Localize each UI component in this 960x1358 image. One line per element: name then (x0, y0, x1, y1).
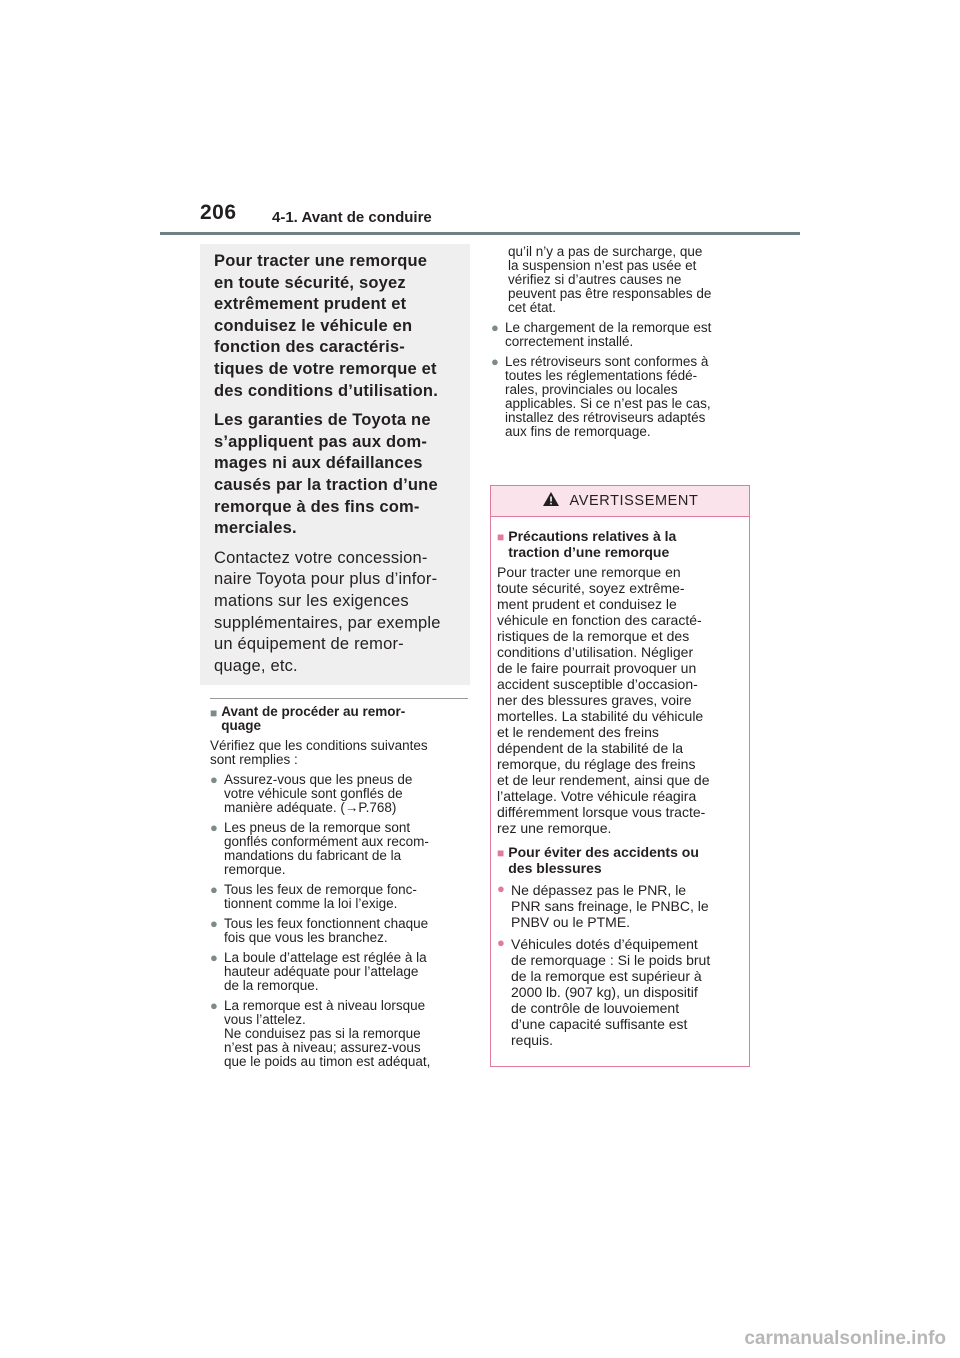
text-line: la suspension n’est pas usée et (508, 258, 697, 273)
text-line: merciales. (214, 519, 297, 538)
text-line: tionnent comme la loi l’exige. (224, 896, 398, 911)
text-line: Les pneus de la remorque sont (224, 820, 411, 835)
warning-header (491, 486, 749, 517)
text-line: des conditions d’utilisation. (214, 381, 438, 400)
text-line: conditions d’utilisation. Négliger (497, 644, 694, 660)
text-line: Précautions relatives à la (508, 528, 677, 544)
text-line: peuvent pas être responsables de (508, 286, 712, 301)
text-line: manière adéquate. (→P.768) (224, 800, 397, 815)
text-line: cet état. (508, 300, 557, 315)
text-line: PNR sans freinage, le PNBC, le (511, 898, 709, 914)
text-line: ner des blessures graves, voire (497, 692, 692, 708)
list-item-continuation (491, 245, 753, 315)
text-line: de la remorque est supérieur à (511, 968, 702, 984)
text-line: extrêmement prudent et (214, 295, 407, 314)
text-line: l’attelage. Votre véhicule réagira (497, 788, 697, 804)
list-item (210, 773, 472, 815)
text-line: s’appliquent pas aux dom- (214, 432, 428, 451)
list-item (497, 936, 743, 1048)
circle-bullet-icon: ● (210, 916, 218, 931)
circle-bullet-icon: ● (497, 935, 505, 950)
list-item (491, 355, 753, 439)
text-line: Pour éviter des accidents ou (508, 844, 699, 860)
text-line: toutes les réglementations fédé- (505, 368, 698, 383)
section-title: 4-1. Avant de conduire (272, 209, 432, 226)
header-rule (160, 232, 800, 235)
text-line: des blessures (508, 860, 602, 876)
text-line: véhicule en fonction des caracté- (497, 612, 702, 628)
text-line: aux fins de remorquage. (505, 424, 651, 439)
text-line: d’une capacité suffisante est (511, 1016, 688, 1032)
text-line: Les rétroviseurs sont conformes à (505, 354, 709, 369)
text-line: dépendent de la stabilité de la (497, 740, 684, 756)
circle-bullet-icon: ● (210, 950, 218, 965)
text-line: mations sur les exigences (214, 591, 409, 610)
circle-bullet-icon: ● (210, 820, 218, 835)
circle-bullet-icon: ● (210, 998, 218, 1013)
text-line: quage, etc. (214, 656, 298, 675)
text-line: 2000 lb. (907 kg), un dispositif (511, 984, 698, 1000)
text-line: causés par la traction d’une (214, 475, 438, 494)
text-line: vérifiez si d’autres causes ne (508, 272, 682, 287)
text-line: votre véhicule sont gonflés de (224, 786, 403, 801)
text-line: hauteur adéquate pour l’attelage (224, 964, 419, 979)
text-line: conduisez le véhicule en (214, 316, 413, 335)
text-line: rez une remorque. (497, 820, 612, 836)
text-line: Pour tracter une remorque en (497, 564, 681, 580)
text-line: gonflés conformément aux recom- (224, 834, 429, 849)
text-line: que le poids au timon est adéquat, (224, 1054, 431, 1069)
text-line: naire Toyota pour plus d’infor- (214, 570, 438, 589)
text-line: ristiques de la remorque et des (497, 628, 690, 644)
text-line: installez des rétroviseurs adaptés (505, 410, 706, 425)
text-line: sont remplies : (210, 752, 298, 767)
text-line: Contactez votre concession- (214, 548, 428, 567)
text-line: remorque. (224, 862, 286, 877)
text-line: mortelles. La stabilité du véhicule (497, 708, 704, 724)
circle-bullet-icon: ● (491, 320, 499, 335)
text-line: Ne dépassez pas le PNR, le (511, 882, 687, 898)
page-number: 206 (200, 201, 237, 224)
text-line: de le faire pourrait provoquer un (497, 660, 697, 676)
text-line: vous l’attelez. (224, 1012, 306, 1027)
text-line: en toute sécurité, soyez (214, 273, 406, 292)
list-item (491, 321, 753, 349)
watermark: carmanualsonline.info (744, 1328, 946, 1349)
list-item (210, 999, 472, 1069)
circle-bullet-icon: ● (497, 881, 505, 896)
text-line: Tous les feux fonctionnent chaque (224, 916, 429, 931)
before-intro (210, 739, 472, 767)
text-line: Pour tracter une remorque (214, 252, 428, 270)
text-line: quage (221, 718, 262, 733)
text-line: Vérifiez que les conditions suivantes (210, 738, 428, 753)
square-bullet-icon: ■ (497, 530, 505, 544)
right-column (491, 245, 753, 439)
text-line: tiques de votre remorque et (214, 359, 437, 378)
intro-normal-paragraph (214, 548, 456, 678)
before-heading (210, 705, 472, 733)
circle-bullet-icon: ● (491, 354, 499, 369)
text-line: Avant de procéder au remor- (221, 704, 406, 719)
text-line: accident susceptible d’occasion- (497, 676, 698, 692)
text-line: mages ni aux défaillances (214, 454, 423, 473)
text-line: traction d’une remorque (508, 544, 670, 560)
text-line: remorque à des fins com- (214, 497, 420, 516)
warning-triangle-icon (542, 491, 560, 511)
circle-bullet-icon: ● (210, 772, 218, 787)
text-line: Les garanties de Toyota ne (214, 411, 431, 430)
text-line: remorque, du réglage des freins (497, 756, 696, 772)
text-line: toute sécurité, soyez extrême- (497, 580, 685, 596)
text-line: ment prudent et conduisez le (497, 596, 677, 612)
intro-bold-paragraph-1 (214, 251, 456, 402)
warning-title: AVERTISSEMENT (569, 493, 699, 509)
left-column (210, 698, 472, 1069)
text-line: et de leur rendement, ainsi que de (497, 772, 710, 788)
text-line: Ne conduisez pas si la remorque (224, 1026, 421, 1041)
text-line: de la remorque. (224, 978, 319, 993)
text-line: et le rendement des freins (497, 724, 659, 740)
text-line: Assurez-vous que les pneus de (224, 772, 413, 787)
text-line: supplémentaires, par exemple (214, 613, 441, 632)
square-bullet-icon: ■ (210, 706, 218, 720)
intro-bold-paragraph-2 (214, 410, 456, 540)
list-item (497, 882, 743, 930)
warning-paragraph (497, 564, 743, 836)
intro-box (200, 244, 470, 685)
square-bullet-icon: ■ (497, 846, 505, 860)
text-line: Tous les feux de remorque fonc- (224, 882, 417, 897)
text-line: Véhicules dotés d’équipement (511, 936, 698, 952)
text-line: Le chargement de la remorque est (505, 320, 712, 335)
text-line: rales, provinciales ou locales (505, 382, 678, 397)
text-line: applicables. Si ce n’est pas le cas, (505, 396, 711, 411)
warning-heading-1 (497, 528, 743, 560)
text-line: La boule d’attelage est réglée à la (224, 950, 427, 965)
text-line: un équipement de remor- (214, 635, 404, 654)
warning-heading-2 (497, 844, 743, 876)
text-line: fois que vous les branchez. (224, 930, 388, 945)
list-item (210, 821, 472, 877)
list-item (210, 951, 472, 993)
text-line: de contrôle de louvoiement (511, 1000, 680, 1016)
text-line: requis. (511, 1032, 554, 1048)
text-line: fonction des caractéris- (214, 338, 405, 357)
text-line: PNBV ou le PTME. (511, 914, 631, 930)
text-line: correctement installé. (505, 334, 634, 349)
section-divider (210, 698, 468, 699)
circle-bullet-icon: ● (210, 882, 218, 897)
warning-body (491, 517, 749, 1048)
text-line: mandations du fabricant de la (224, 848, 402, 863)
text-line: de remorquage : Si le poids brut (511, 952, 711, 968)
list-item (210, 917, 472, 945)
text-line: n’est pas à niveau; assurez-vous (224, 1040, 421, 1055)
warning-box (490, 485, 750, 1067)
text-line: qu’il n’y a pas de surcharge, que (508, 244, 703, 259)
list-item (210, 883, 472, 911)
text-line: La remorque est à niveau lorsque (224, 998, 426, 1013)
text-line: différemment lorsque vous tracte- (497, 804, 706, 820)
